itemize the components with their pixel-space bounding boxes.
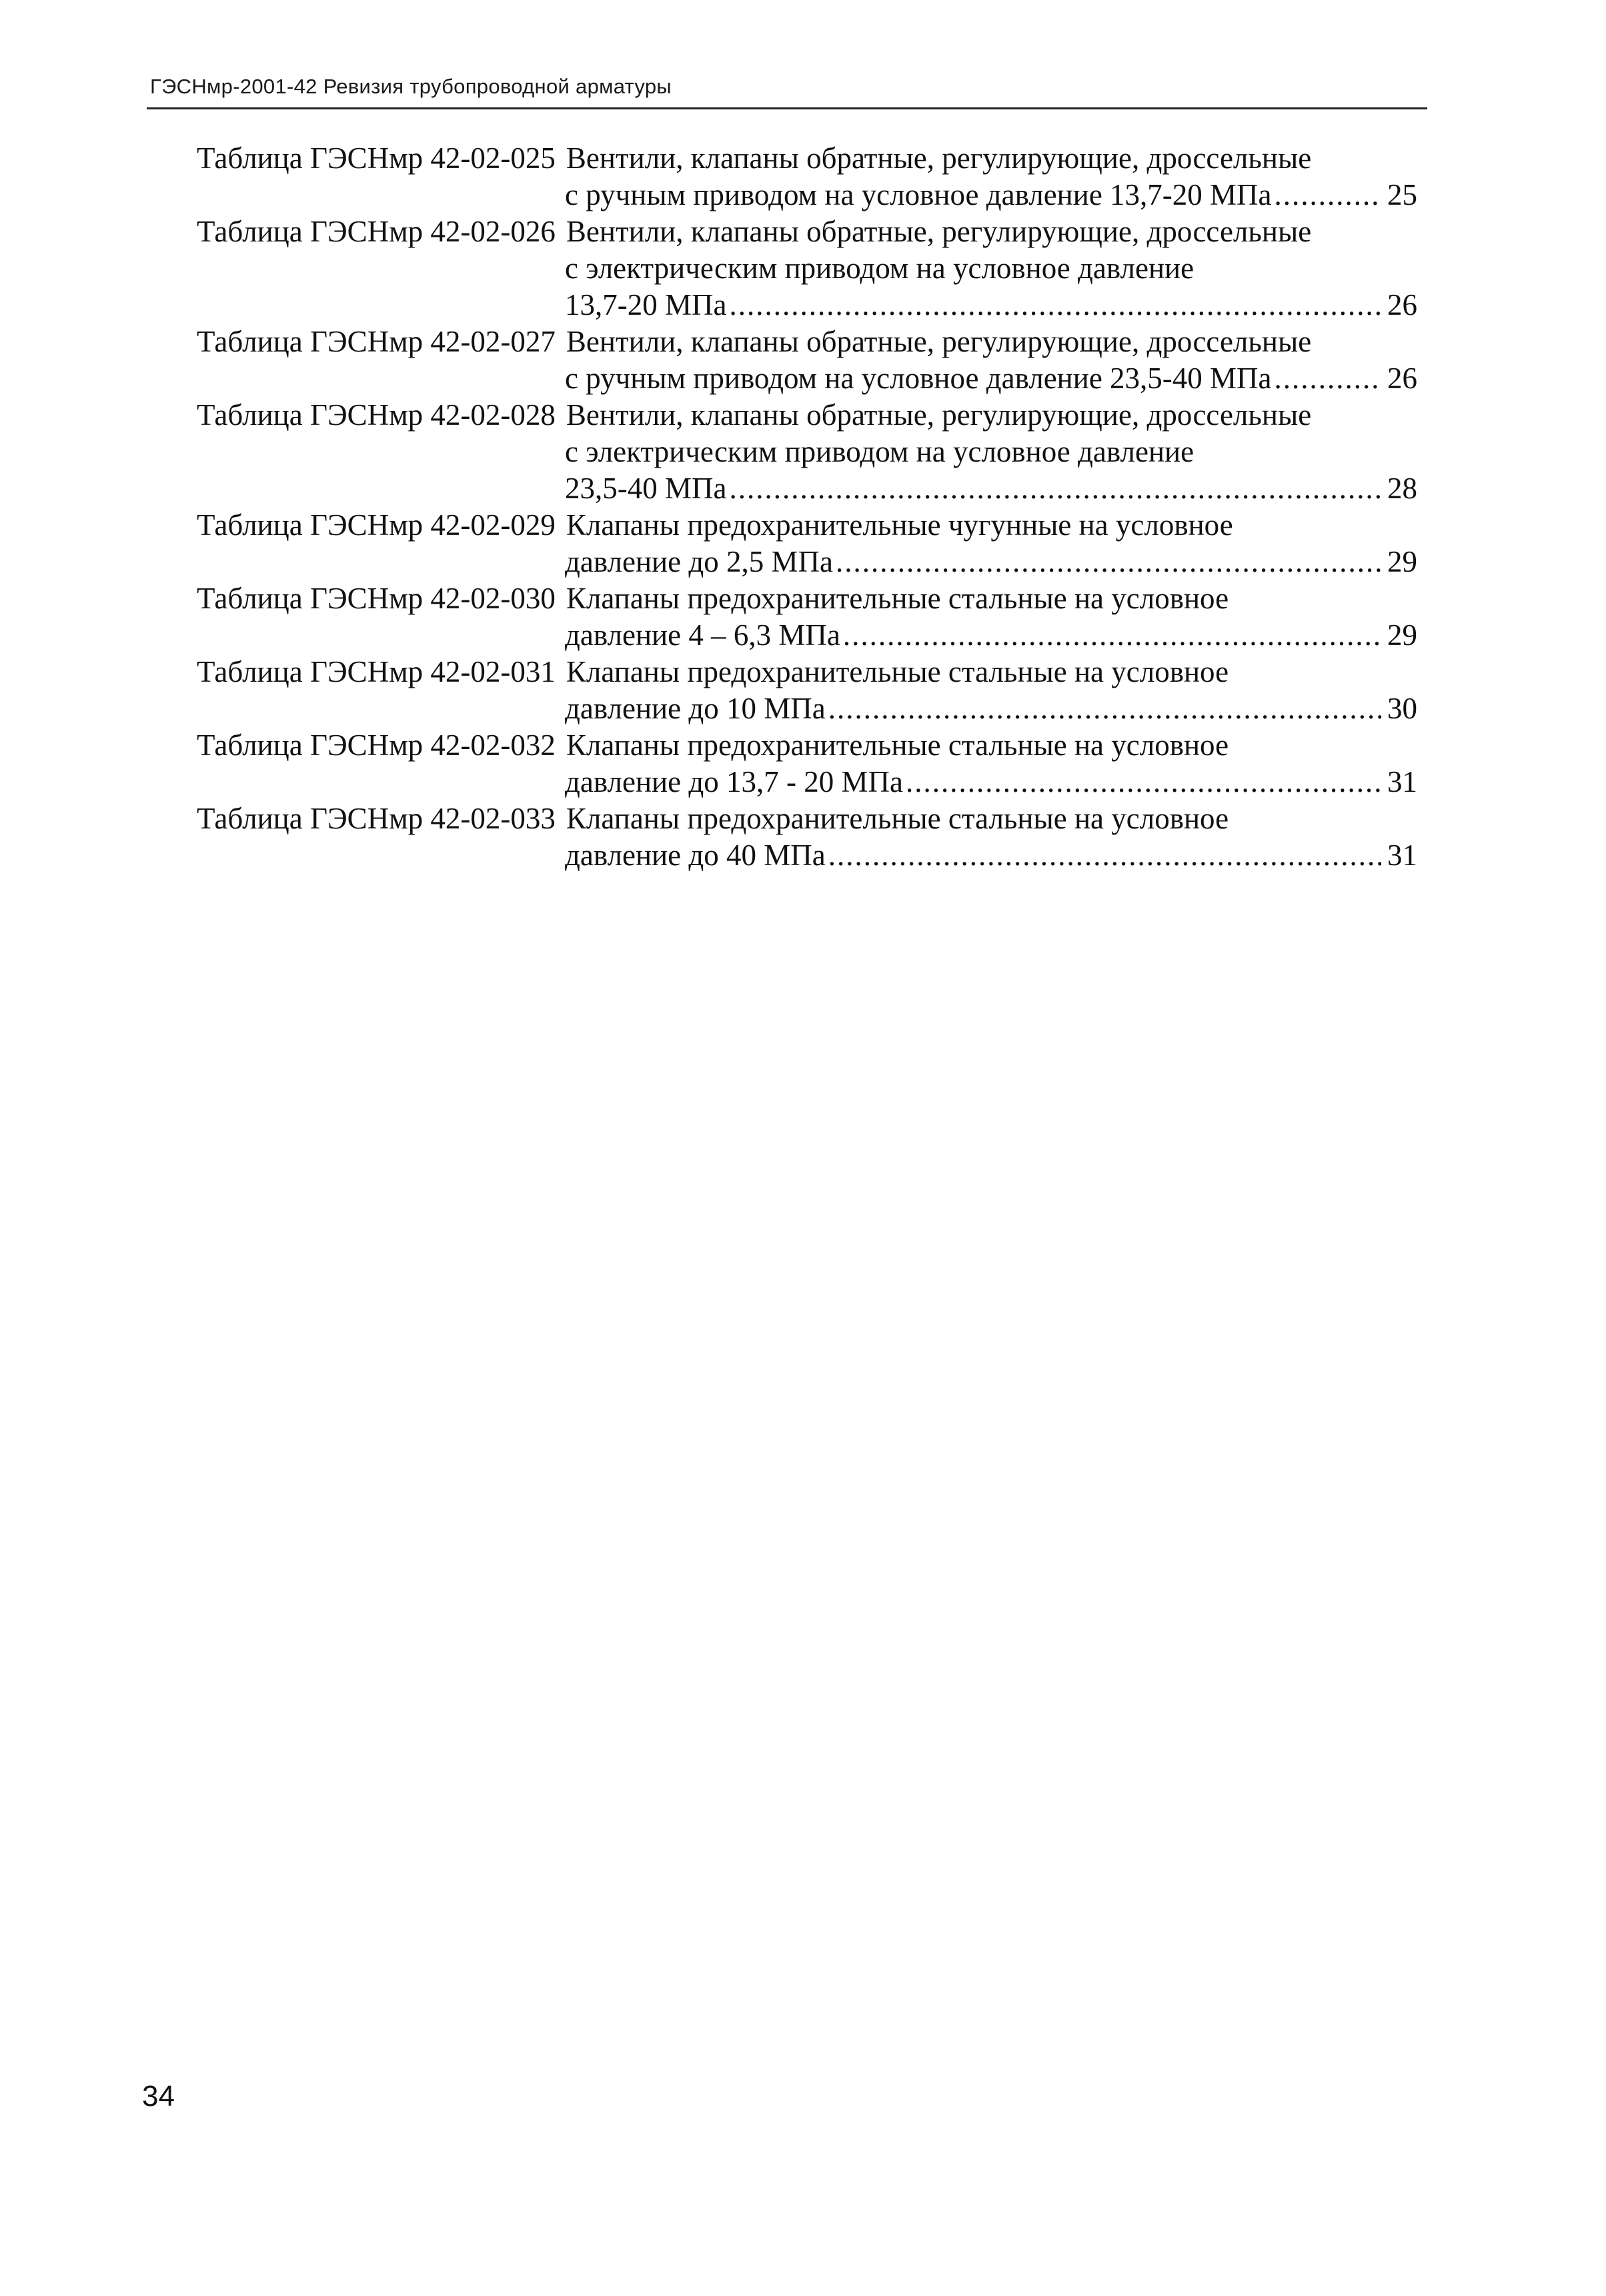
toc-dot-leader	[729, 287, 1381, 324]
toc-entry-title: Клапаны предохранительные стальные на условное	[566, 728, 1229, 762]
toc-entry-first-line	[197, 140, 1417, 177]
header-rule	[147, 107, 1427, 109]
toc-entry-title: Вентили, клапаны обратные, регулирующие, дроссельные	[566, 141, 1312, 175]
toc-entry[interactable]	[197, 727, 1417, 800]
toc-entry-title: с электрическим приводом на условное давление	[565, 435, 1194, 468]
toc-entry-title: с ручным приводом на условное давление 23,5-40 МПа	[565, 362, 1272, 395]
table-of-contents	[197, 140, 1417, 874]
toc-entry-title: Вентили, клапаны обратные, регулирующие, дроссельные	[566, 398, 1312, 432]
toc-dot-leader	[1275, 177, 1381, 213]
toc-entry[interactable]	[197, 397, 1417, 507]
toc-entry-title: Вентили, клапаны обратные, регулирующие, дроссельные	[566, 215, 1312, 248]
running-header: ГЭСНмр-2001-42 Ревизия трубопроводной арматуры	[150, 75, 672, 98]
toc-entry[interactable]	[197, 654, 1417, 727]
toc-entry-code: Таблица ГЭСНмр 42-02-033	[197, 802, 556, 835]
toc-entry-page-number: 25	[1387, 178, 1417, 211]
toc-entry[interactable]	[197, 213, 1417, 324]
toc-entry-page-number: 26	[1387, 362, 1417, 395]
toc-entry-continuation-line	[197, 544, 1417, 580]
toc-entry-title: 13,7-20 МПа	[565, 288, 727, 322]
toc-entry-continuation-line	[197, 617, 1417, 654]
toc-entry-first-line	[197, 580, 1417, 617]
toc-dot-leader	[1275, 360, 1381, 397]
toc-entry-title: давление до 2,5 МПа	[565, 545, 833, 578]
toc-entry-code: Таблица ГЭСНмр 42-02-030	[197, 582, 556, 615]
toc-entry-title: 23,5-40 МПа	[565, 472, 727, 505]
toc-dot-leader	[843, 617, 1381, 654]
toc-entry-title: давление до 10 МПа	[565, 692, 826, 725]
toc-entry-continuation-line	[197, 177, 1417, 213]
toc-entry-first-line	[197, 397, 1417, 434]
toc-entry-continuation-line	[197, 250, 1417, 287]
toc-entry-page-number: 28	[1387, 472, 1417, 505]
toc-entry[interactable]	[197, 140, 1417, 213]
toc-entry-continuation-line	[197, 470, 1417, 507]
toc-entry-code: Таблица ГЭСНмр 42-02-028	[197, 398, 556, 432]
page-number: 34	[142, 2080, 175, 2113]
toc-entry-page-number: 29	[1387, 545, 1417, 578]
toc-entry-first-line	[197, 507, 1417, 544]
toc-entry-page-number: 31	[1387, 838, 1417, 872]
toc-entry-title: Клапаны предохранительные стальные на условное	[566, 582, 1229, 615]
toc-entry-first-line	[197, 800, 1417, 837]
toc-entry-title: Вентили, клапаны обратные, регулирующие, дроссельные	[566, 325, 1312, 358]
toc-dot-leader	[729, 470, 1381, 507]
toc-entry-continuation-line	[197, 764, 1417, 800]
toc-entry-code: Таблица ГЭСНмр 42-02-027	[197, 325, 556, 358]
toc-entry-continuation-line	[197, 287, 1417, 324]
toc-entry-title: с электрическим приводом на условное давление	[565, 251, 1194, 285]
toc-entry[interactable]	[197, 580, 1417, 654]
toc-dot-leader	[828, 690, 1381, 727]
toc-entry-page-number: 29	[1387, 618, 1417, 652]
toc-entry-page-number: 26	[1387, 288, 1417, 322]
toc-entry-title: Клапаны предохранительные чугунные на условное	[566, 508, 1233, 542]
toc-dot-leader	[906, 764, 1381, 800]
toc-entry-continuation-line	[197, 837, 1417, 874]
toc-entry-first-line	[197, 324, 1417, 360]
toc-entry-first-line	[197, 213, 1417, 250]
toc-dot-leader	[828, 837, 1381, 874]
toc-entry-continuation-line	[197, 434, 1417, 470]
toc-dot-leader	[836, 544, 1381, 580]
toc-entry-code: Таблица ГЭСНмр 42-02-026	[197, 215, 556, 248]
toc-entry-continuation-line	[197, 360, 1417, 397]
toc-entry-first-line	[197, 654, 1417, 690]
toc-entry-title: Клапаны предохранительные стальные на условное	[566, 802, 1229, 835]
toc-entry-title: давление до 40 МПа	[565, 838, 826, 872]
toc-entry-code: Таблица ГЭСНмр 42-02-032	[197, 728, 556, 762]
toc-entry-title: Клапаны предохранительные стальные на условное	[566, 655, 1229, 688]
toc-entry-title: давление 4 – 6,3 МПа	[565, 618, 840, 652]
toc-entry-code: Таблица ГЭСНмр 42-02-025	[197, 141, 556, 175]
toc-entry-code: Таблица ГЭСНмр 42-02-031	[197, 655, 556, 688]
toc-entry[interactable]	[197, 800, 1417, 874]
toc-entry-first-line	[197, 727, 1417, 764]
toc-entry-page-number: 30	[1387, 692, 1417, 725]
toc-entry-title: с ручным приводом на условное давление 13,7-20 МПа	[565, 178, 1272, 211]
toc-entry-continuation-line	[197, 690, 1417, 727]
toc-entry[interactable]	[197, 324, 1417, 397]
toc-entry-page-number: 31	[1387, 765, 1417, 798]
toc-entry[interactable]	[197, 507, 1417, 580]
toc-entry-code: Таблица ГЭСНмр 42-02-029	[197, 508, 556, 542]
toc-entry-title: давление до 13,7 - 20 МПа	[565, 765, 903, 798]
